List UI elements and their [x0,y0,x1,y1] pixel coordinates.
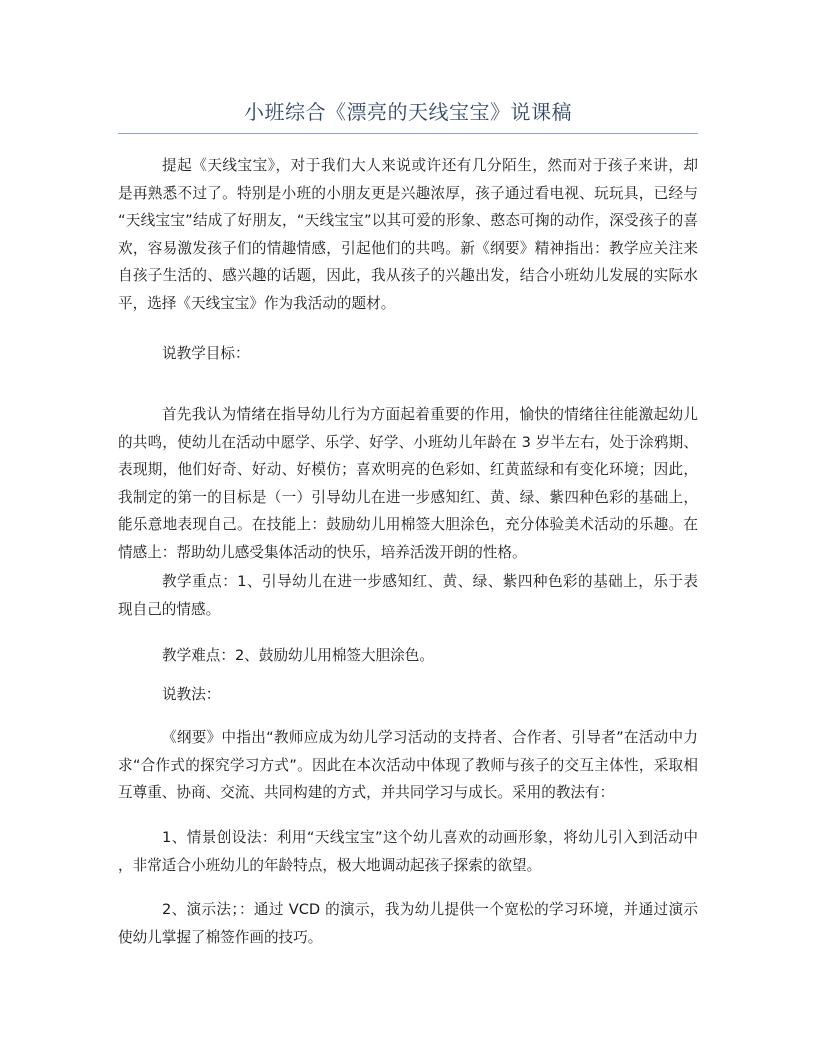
text-line: 教学重点：1、引导幼儿在进一步感知红、黄、绿、紫四种色彩的基础上，乐于表 [162,573,698,590]
text-line: 教学难点：2、鼓励幼儿用棉签大胆涂色。 [162,647,434,664]
text-line: 现自己的情感。 [118,600,221,618]
text-line: 是再熟悉不过了。特别是小班的小朋友更是兴趣浓厚，孩子通过看电视、玩玩具，已经与 [118,184,698,202]
title-divider [118,133,698,134]
text-line: 使幼儿掌握了棉签作画的技巧。 [118,928,323,946]
paragraph-method-1 [118,824,698,879]
heading-teaching-methods [118,681,698,709]
paragraph-goals [118,401,698,566]
text-line: 我制定的第一的目标是（一）引导幼儿在进一步感知红、黄、绿、紫四种色彩的基础上， [118,488,698,506]
paragraph-methods-intro [118,724,698,807]
text-line: 能乐意地表现自己。在技能上：鼓励幼儿用棉签大胆涂色，充分体验美术活动的乐趣。在 [118,516,698,533]
text-line: 《纲要》中指出“教师应成为幼儿学习活动的支持者、合作者、引导者”在活动中力 [162,729,698,746]
text-line: 自孩子生活的、感兴趣的话题，因此，我从孩子的兴趣出发，结合小班幼儿发展的实际水 [118,267,698,284]
text-line: 求“合作式的探究学习方式”。因此在本次活动中体现了教师与孩子的交互主体性，采取相 [118,756,698,774]
paragraph-intro [118,152,698,317]
text-line: “天线宝宝”结成了好朋友，“天线宝宝”以其可爱的形象、憨态可掬的动作，深受孩子的喜 [118,212,698,229]
paragraph-method-2 [118,896,698,951]
text-line: 说教法： [162,686,221,703]
paragraph-difficulties [118,642,698,670]
text-line: 说教学目标： [162,345,250,362]
text-line: 表现期，他们好奇、好动、好模仿；喜欢明亮的色彩如、红黄蓝绿和有变化环境；因此， [118,461,698,478]
text-line: 首先我认为情绪在指导幼儿行为方面起着重要的作用，愉快的情绪往往能激起幼儿 [162,406,698,423]
document-title: 小班综合《漂亮的天线宝宝》说课稿 [244,100,572,124]
text-line: 情感上：帮助幼儿感受集体活动的快乐，培养活泼开朗的性格。 [118,543,527,561]
text-line: 2、演示法；：通过 VCD 的演示，我为幼儿提供一个宽松的学习环境，并通过演示 [162,901,698,918]
text-line: ，非常适合小班幼儿的年龄特点，极大地调动起孩子探索的欲望。 [118,856,542,874]
paragraph-key-points [118,568,698,623]
text-line: 的共鸣，使幼儿在活动中愿学、乐学、好学、小班幼儿年龄在 3 岁半左右，处于涂鸦期、 [118,433,698,451]
text-line: 互尊重、协商、交流、共同构建的方式，并共同学习与成长。采用的教法有： [118,784,615,801]
text-line: 1、情景创设法：利用“天线宝宝”这个幼儿喜欢的动画形象，将幼儿引入到活动中 [162,829,698,846]
text-line: 平，选择《天线宝宝》作为我活动的题材。 [118,294,396,312]
heading-teaching-goals [118,340,698,368]
text-line: 提起《天线宝宝》，对于我们大人来说或许还有几分陌生，然而对于孩子来讲，却 [162,157,698,174]
text-line: 欢，容易激发孩子们的情趣情感，引起他们的共鸣。新《纲要》精神指出：教学应关注来 [118,239,698,257]
